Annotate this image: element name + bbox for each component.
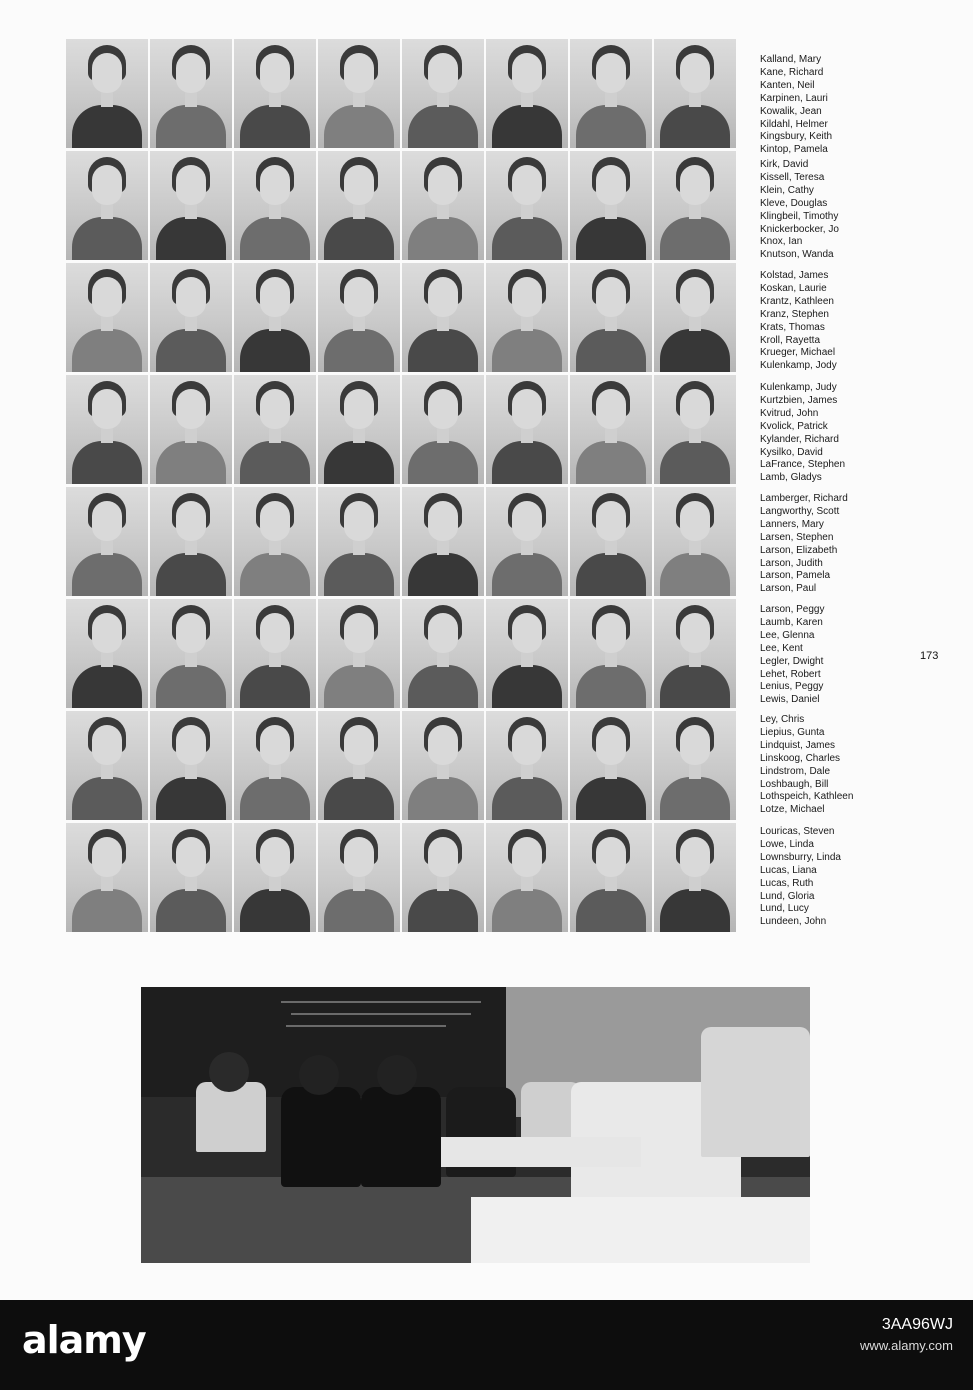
student-name: Lund, Lucy <box>760 903 809 915</box>
student-name: Koskan, Laurie <box>760 282 827 294</box>
student-name: Kanten, Neil <box>760 79 815 91</box>
student-name: Lamb, Gladys <box>760 472 822 484</box>
student-portrait <box>402 375 484 484</box>
student-portrait <box>234 263 316 372</box>
student-name: Klingbeil, Timothy <box>760 210 839 222</box>
student-name: Lundeen, John <box>760 916 827 928</box>
student-name: Kane, Richard <box>760 66 824 78</box>
student-name: Kirk, David <box>760 159 809 170</box>
student-name: Knox, Ian <box>760 236 803 248</box>
student-portrait <box>66 487 148 596</box>
student-portrait <box>486 487 568 596</box>
student-portrait <box>486 39 568 148</box>
student-portrait <box>402 823 484 932</box>
student-name: Kvitrud, John <box>760 407 819 419</box>
student-portrait <box>570 711 652 820</box>
student-portrait <box>66 823 148 932</box>
student-name: Linskoog, Charles <box>760 752 841 764</box>
student-portrait <box>318 375 400 484</box>
student-portrait <box>654 151 736 260</box>
name-block <box>760 493 910 596</box>
student-portrait <box>654 711 736 820</box>
student-name: Kalland, Mary <box>760 54 822 65</box>
page-number: 173 <box>920 650 939 662</box>
student-name: Kintop, Pamela <box>760 144 828 156</box>
student-name: Krats, Thomas <box>760 321 825 333</box>
student-portrait <box>150 39 232 148</box>
student-name: Lowe, Linda <box>760 838 814 850</box>
student-name: Kulenkamp, Jody <box>760 360 837 372</box>
student-portrait <box>402 711 484 820</box>
student-portrait <box>654 375 736 484</box>
student-portrait <box>150 263 232 372</box>
student-portrait <box>66 599 148 708</box>
student-portrait <box>150 599 232 708</box>
portrait-grid <box>66 39 736 935</box>
student-portrait <box>150 151 232 260</box>
student-name: Lindquist, James <box>760 739 836 751</box>
student-portrait <box>654 39 736 148</box>
student-name: Kurtzbien, James <box>760 394 838 406</box>
student-portrait <box>570 375 652 484</box>
student-name: Kroll, Rayetta <box>760 334 821 346</box>
student-portrait <box>570 823 652 932</box>
student-portrait <box>570 599 652 708</box>
student-name: Kranz, Stephen <box>760 308 829 320</box>
student-portrait <box>654 599 736 708</box>
student-portrait <box>402 599 484 708</box>
student-name: Langworthy, Scott <box>760 505 840 517</box>
student-portrait <box>318 151 400 260</box>
student-portrait <box>402 263 484 372</box>
student-name: Knickerbocker, Jo <box>760 223 839 235</box>
student-portrait <box>486 151 568 260</box>
student-portrait <box>234 711 316 820</box>
student-portrait <box>486 263 568 372</box>
student-name: Lenius, Peggy <box>760 681 824 693</box>
student-name: Larson, Elizabeth <box>760 544 838 556</box>
name-block <box>760 54 910 157</box>
student-portrait <box>150 823 232 932</box>
student-name: Larson, Judith <box>760 557 823 569</box>
student-name: Kulenkamp, Judy <box>760 382 837 393</box>
student-name: Laumb, Karen <box>760 616 823 628</box>
name-block <box>760 826 910 929</box>
student-portrait <box>318 599 400 708</box>
student-name: Lucas, Ruth <box>760 877 814 889</box>
student-name: Krantz, Kathleen <box>760 295 834 307</box>
student-portrait <box>234 487 316 596</box>
image-id: 3AA96WJ <box>881 1316 953 1333</box>
student-name: Larson, Paul <box>760 583 817 595</box>
student-portrait <box>570 263 652 372</box>
student-portrait <box>234 823 316 932</box>
student-portrait <box>570 39 652 148</box>
student-name: Louricas, Steven <box>760 826 835 837</box>
student-name: Lee, Glenna <box>760 629 815 641</box>
student-name: Larson, Pamela <box>760 570 831 582</box>
student-portrait <box>318 823 400 932</box>
student-name: Lamberger, Richard <box>760 493 848 504</box>
student-name: Kildahl, Helmer <box>760 118 828 130</box>
student-portrait <box>654 823 736 932</box>
student-portrait <box>486 711 568 820</box>
student-portrait <box>66 151 148 260</box>
student-name: Legler, Dwight <box>760 655 824 667</box>
student-portrait <box>654 263 736 372</box>
name-block <box>760 382 910 485</box>
student-portrait <box>570 487 652 596</box>
alamy-url: www.alamy.com <box>860 1338 953 1353</box>
student-portrait <box>318 487 400 596</box>
student-name: Lewis, Daniel <box>760 694 820 706</box>
student-name: Lehet, Robert <box>760 668 821 680</box>
student-portrait <box>150 487 232 596</box>
student-name: Lothspeich, Kathleen <box>760 791 854 803</box>
student-portrait <box>234 151 316 260</box>
student-name: Klein, Cathy <box>760 184 814 196</box>
student-name: Kissell, Teresa <box>760 171 825 183</box>
student-portrait <box>402 151 484 260</box>
name-block <box>760 159 910 262</box>
student-portrait <box>150 711 232 820</box>
student-name: Kolstad, James <box>760 270 829 281</box>
alamy-logo: alamy <box>22 1318 146 1362</box>
student-portrait <box>66 263 148 372</box>
student-portrait <box>66 39 148 148</box>
student-portrait <box>66 375 148 484</box>
student-portrait <box>234 39 316 148</box>
student-portrait <box>402 39 484 148</box>
student-name: Kowalik, Jean <box>760 105 822 117</box>
student-name: Lindstrom, Dale <box>760 765 831 777</box>
student-name: Lund, Gloria <box>760 890 815 902</box>
name-block <box>760 270 910 373</box>
student-name: Ley, Chris <box>760 714 805 725</box>
student-portrait <box>402 487 484 596</box>
classroom-candid-photo <box>141 987 810 1263</box>
student-name: Loshbaugh, Bill <box>760 778 829 790</box>
student-portrait <box>318 39 400 148</box>
student-name: Lotze, Michael <box>760 804 825 816</box>
student-name: Krueger, Michael <box>760 347 836 359</box>
student-name: Lownsburry, Linda <box>760 851 841 863</box>
student-portrait <box>486 599 568 708</box>
student-name: Karpinen, Lauri <box>760 92 828 104</box>
student-portrait <box>234 599 316 708</box>
student-portrait <box>486 823 568 932</box>
student-name: Kvolick, Patrick <box>760 420 828 432</box>
student-name: Kleve, Douglas <box>760 197 828 209</box>
student-name: LaFrance, Stephen <box>760 459 846 471</box>
student-portrait <box>150 375 232 484</box>
name-block <box>760 604 910 707</box>
student-portrait <box>66 711 148 820</box>
student-portrait <box>570 151 652 260</box>
student-name: Kylander, Richard <box>760 433 839 445</box>
student-portrait <box>318 711 400 820</box>
student-portrait <box>318 263 400 372</box>
student-name: Lanners, Mary <box>760 518 824 530</box>
student-portrait <box>234 375 316 484</box>
student-name: Larsen, Stephen <box>760 531 834 543</box>
student-name: Lucas, Liana <box>760 864 817 876</box>
student-name: Kysilko, David <box>760 446 823 458</box>
student-name: Liepius, Gunta <box>760 726 825 738</box>
student-portrait <box>486 375 568 484</box>
student-name: Kingsbury, Keith <box>760 131 833 143</box>
student-portrait <box>654 487 736 596</box>
student-name: Lee, Kent <box>760 642 803 654</box>
student-name: Larson, Peggy <box>760 604 825 615</box>
student-name: Knutson, Wanda <box>760 249 834 261</box>
name-block <box>760 714 910 817</box>
